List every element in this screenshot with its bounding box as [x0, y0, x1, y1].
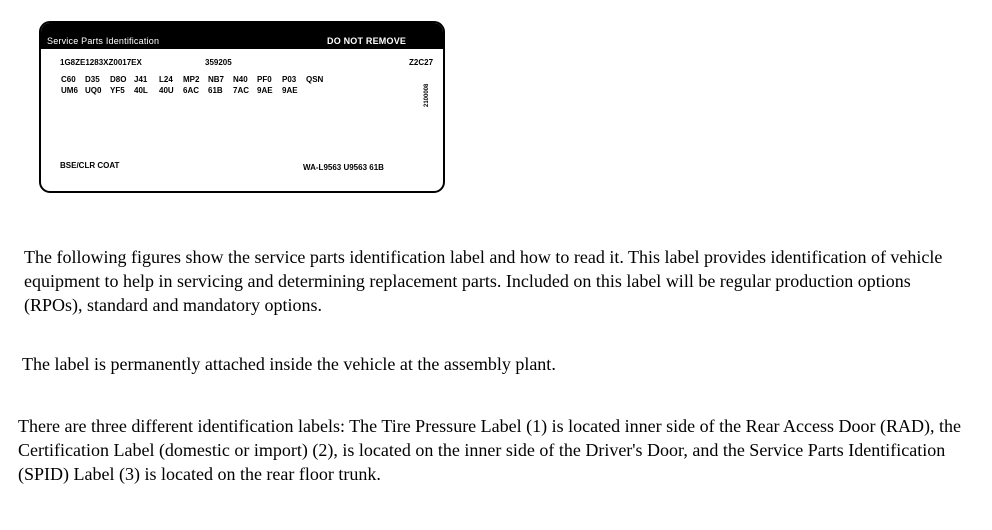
vertical-label-code: 2100008 — [424, 83, 430, 107]
paint-code: BSE/CLR COAT — [60, 161, 120, 170]
rpo-code: N40 — [233, 75, 248, 84]
description-paragraph: The following figures show the service parts identification label and how to read it. This label provides identification of vehicle equipment to help in servicing and determining replacement parts. Included on this label will be regular production options (RPOs), standard and mandatory options. — [24, 247, 943, 315]
service-parts-identification-label — [39, 21, 445, 193]
rpo-code: 9AE — [282, 86, 298, 95]
rpo-code: D8O — [110, 75, 127, 84]
label-warning: DO NOT REMOVE — [327, 36, 407, 46]
rpo-code: 6AC — [183, 86, 200, 95]
label-title: Service Parts Identification — [47, 36, 160, 46]
label-header — [41, 23, 443, 49]
rpo-code: 9AE — [257, 86, 273, 95]
rpo-code: L24 — [159, 75, 173, 84]
rpo-code: C60 — [61, 75, 76, 84]
rpo-code: 40L — [134, 86, 148, 95]
rpo-code: QSN — [306, 75, 324, 84]
rpo-code: PF0 — [257, 75, 272, 84]
rpo-code: YF5 — [110, 86, 125, 95]
rpo-code: MP2 — [183, 75, 200, 84]
rpo-code: D35 — [85, 75, 100, 84]
label-locations-paragraph: There are three different identification labels: The Tire Pressure Label (1) is located inner side of the Rear Access Door (RAD), the Certification Label (domestic or import) (2), is located on the inner side of the Driver's Door, and the Service Parts Identification (SPID) Label (3) is located on the rear floor trunk. — [18, 416, 962, 484]
rpo-code: J41 — [134, 75, 148, 84]
vin-number: 1G8ZE1283XZ0017EX — [60, 58, 142, 67]
attachment-paragraph: The label is permanently attached inside the vehicle at the assembly plant. — [22, 354, 556, 374]
rpo-code: 40U — [159, 86, 174, 95]
rpo-code: NB7 — [208, 75, 225, 84]
rpo-code: 61B — [208, 86, 223, 95]
label-code-2: Z2C27 — [409, 58, 434, 67]
label-code-1: 359205 — [205, 58, 232, 67]
rpo-code: UM6 — [61, 86, 78, 95]
wa-code: WA-L9563 U9563 61B — [303, 163, 384, 172]
rpo-code: P03 — [282, 75, 297, 84]
rpo-code: 7AC — [233, 86, 250, 95]
rpo-code: UQ0 — [85, 86, 102, 95]
